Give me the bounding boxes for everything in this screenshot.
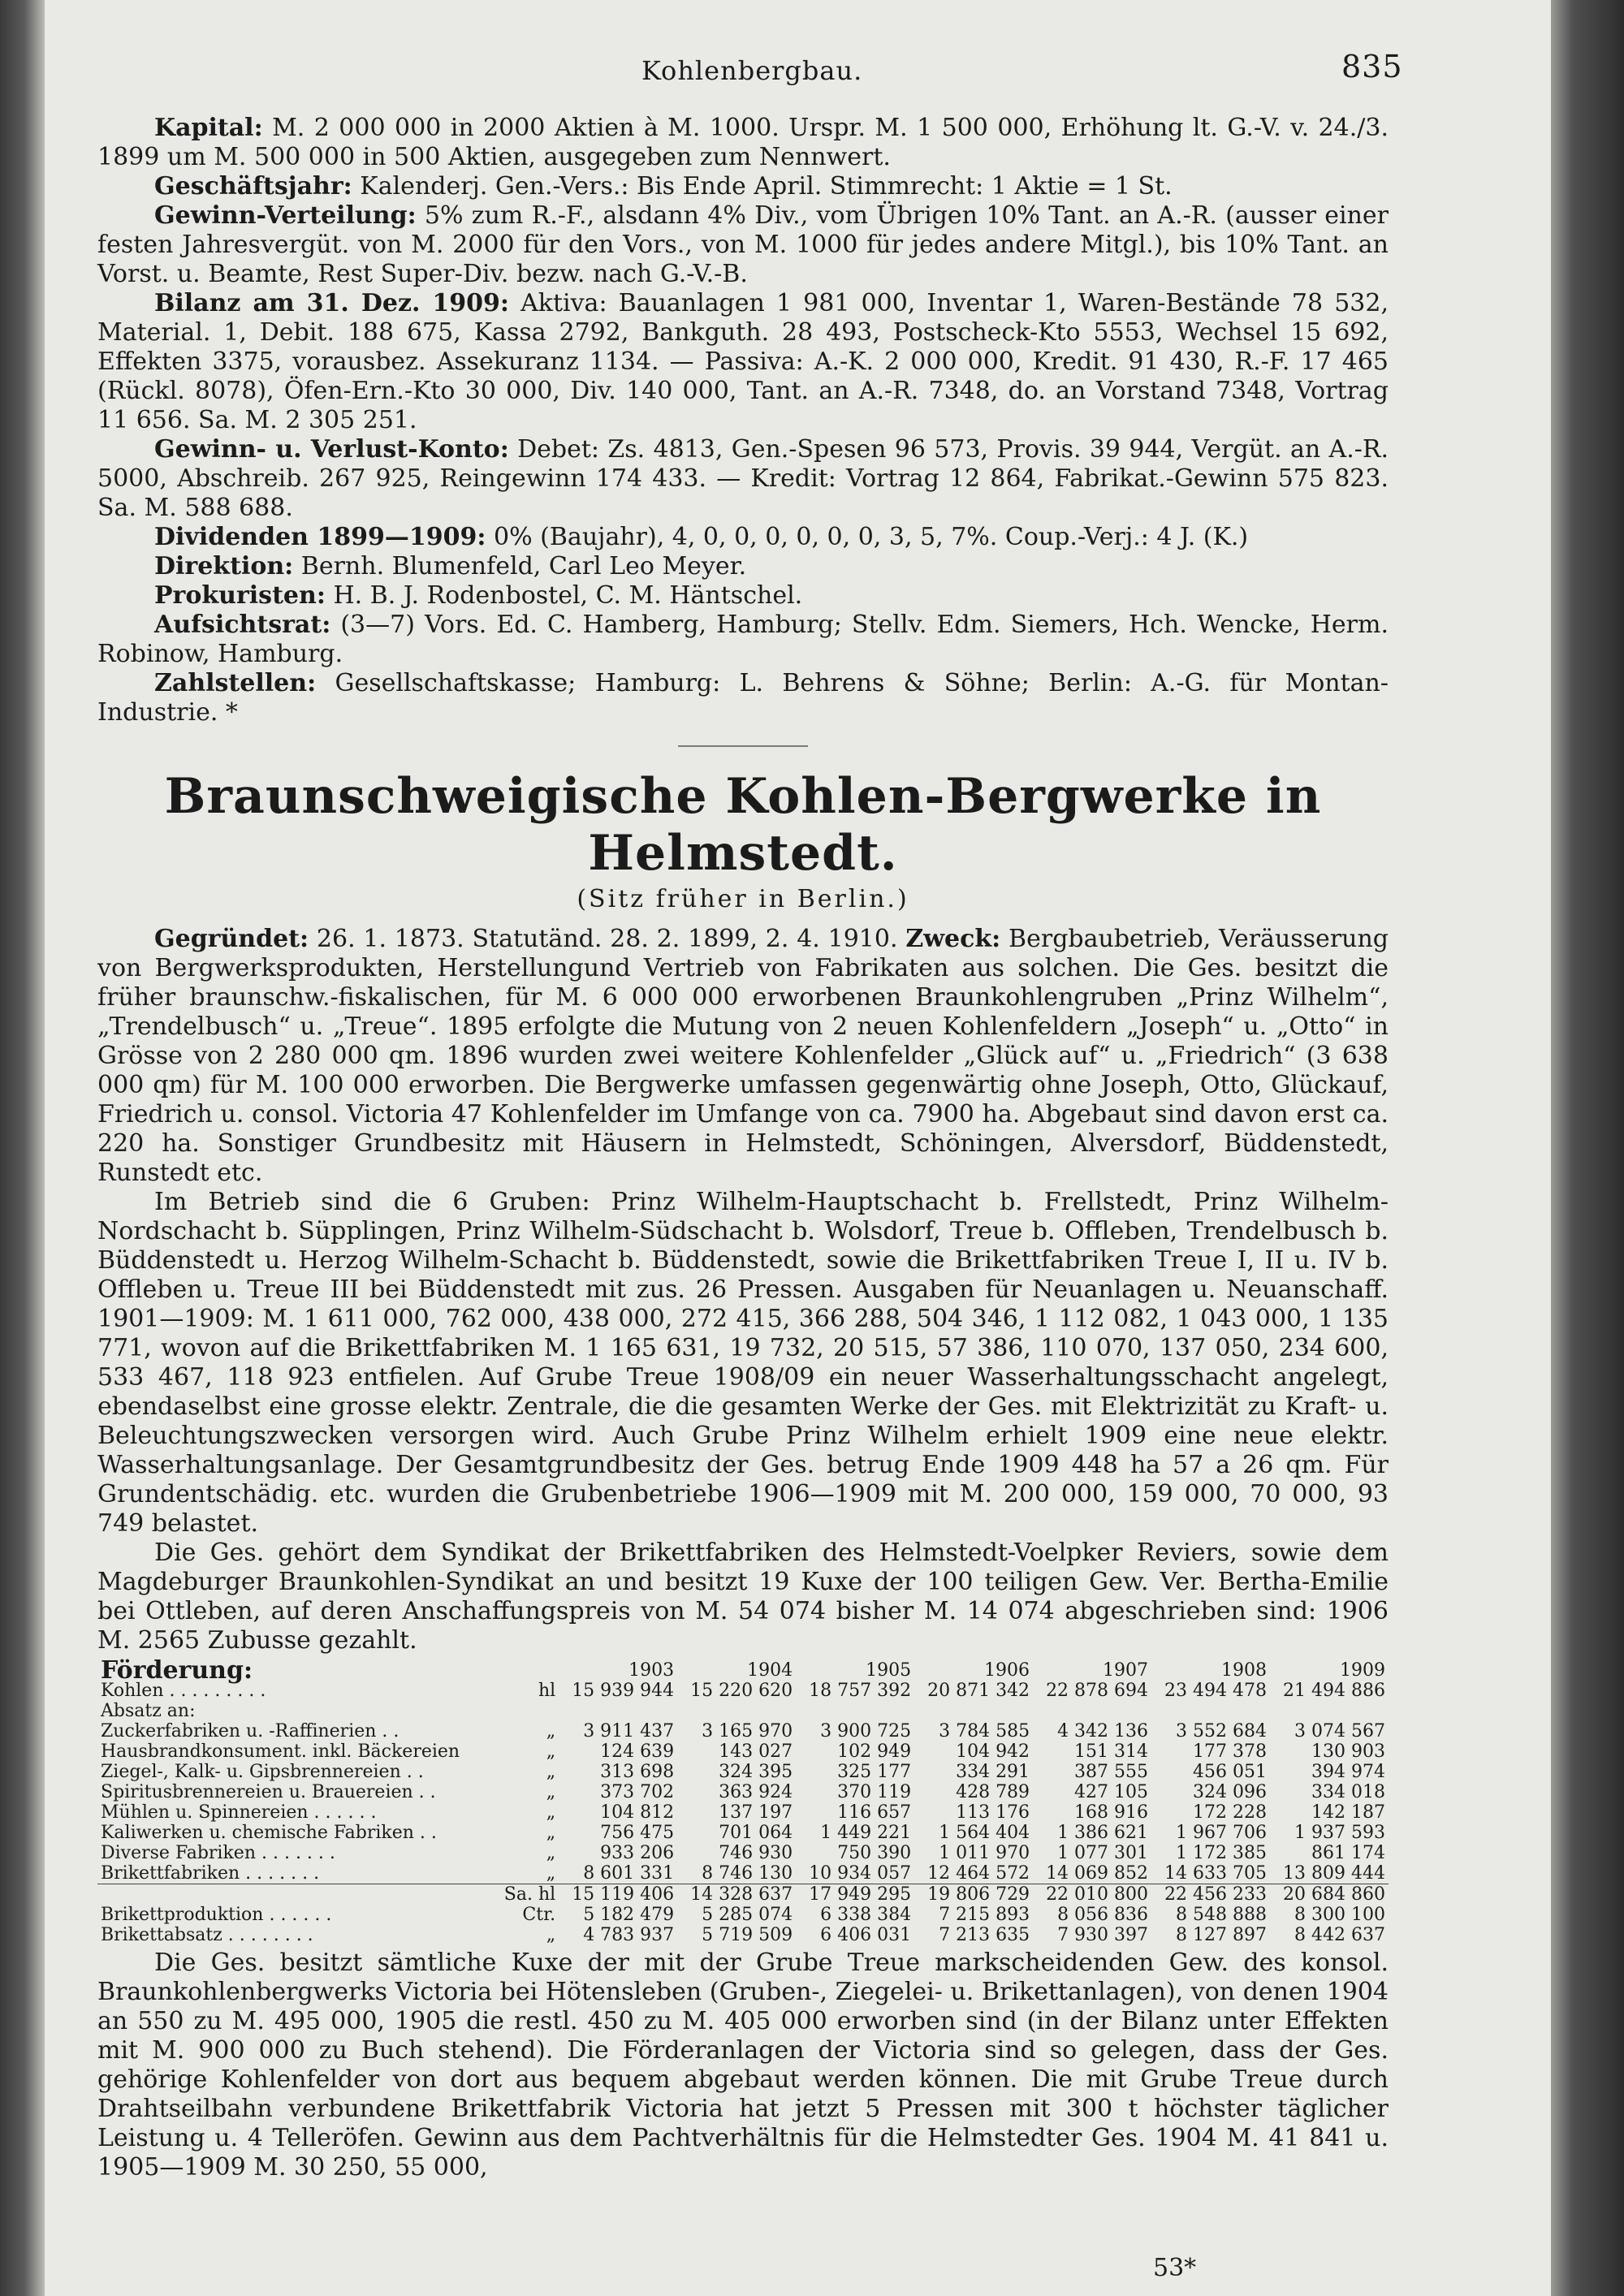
year-header: 1903 bbox=[628, 1660, 675, 1681]
table-cell: 3 900 725 bbox=[820, 1721, 912, 1741]
entry-paragraph bbox=[97, 435, 1389, 523]
table-cell: 3 552 684 bbox=[1176, 1721, 1267, 1741]
table-cell: 8 601 331 bbox=[583, 1863, 675, 1884]
table-cell: 142 187 bbox=[1311, 1802, 1385, 1823]
row-label: Zuckerfabriken u. -Raffinerien . . bbox=[101, 1721, 400, 1741]
table-cell: 22 010 800 bbox=[1033, 1884, 1151, 1905]
entry-label: Gewinn- u. Verlust-Konto: bbox=[154, 435, 509, 464]
table-row bbox=[97, 1701, 1389, 1721]
entry-paragraph bbox=[97, 611, 1389, 669]
row-unit: „ bbox=[546, 1782, 556, 1802]
row-unit: „ bbox=[546, 1863, 556, 1884]
entry-text: H. B. J. Rodenbostel, C. M. Häntschel. bbox=[325, 581, 803, 610]
table-cell: 113 176 bbox=[956, 1802, 1030, 1823]
row-label: Ziegel-, Kalk- u. Gipsbrennereien . . bbox=[101, 1762, 424, 1782]
production-table-header bbox=[97, 1660, 1389, 1681]
table-cell bbox=[796, 1701, 914, 1721]
table-cell: 8 300 100 bbox=[1294, 1905, 1385, 1925]
table-row bbox=[97, 1741, 1389, 1762]
table-cell: 102 949 bbox=[837, 1741, 912, 1762]
table-cell: 1 564 404 bbox=[939, 1823, 1030, 1843]
entry-paragraph bbox=[97, 201, 1389, 289]
table-cell bbox=[677, 1701, 796, 1721]
entry-text: 0% (Baujahr), 4, 0, 0, 0, 0, 0, 0, 3, 5, 7%. Coup.-Verj.: 4 J. (K.) bbox=[486, 523, 1249, 551]
table-cell: 1 937 593 bbox=[1294, 1823, 1385, 1843]
table-cell: 313 698 bbox=[600, 1762, 675, 1782]
table-cell: 427 105 bbox=[1074, 1782, 1149, 1802]
table-cell: 5 285 074 bbox=[702, 1905, 793, 1925]
table-cell: 18 757 392 bbox=[809, 1681, 912, 1701]
table-cell: 14 633 705 bbox=[1164, 1863, 1267, 1884]
table-cell: 861 174 bbox=[1311, 1843, 1385, 1863]
table-row bbox=[97, 1802, 1389, 1823]
table-cell: 746 930 bbox=[719, 1843, 793, 1863]
table-cell: 334 018 bbox=[1311, 1782, 1385, 1802]
table-cell: 137 197 bbox=[719, 1802, 793, 1823]
row-unit: „ bbox=[546, 1823, 556, 1843]
entry-text: Kalenderj. Gen.-Vers.: Bis Ende April. Stimmrecht: 1 Aktie = 1 St. bbox=[352, 172, 1173, 201]
row-label: Absatz an: bbox=[101, 1701, 196, 1721]
table-cell: 750 390 bbox=[837, 1843, 912, 1863]
entry-paragraph bbox=[97, 552, 1389, 581]
table-cell: 20 684 860 bbox=[1270, 1884, 1389, 1905]
table-cell: 15 220 620 bbox=[690, 1681, 793, 1701]
table-cell: 8 056 836 bbox=[1057, 1905, 1149, 1925]
table-row bbox=[97, 1782, 1389, 1802]
table-cell: 7 215 893 bbox=[939, 1905, 1030, 1925]
table-row bbox=[97, 1925, 1389, 1945]
syndicate-paragraph: Die Ges. gehört dem Syndikat der Brikettfabriken des Helmstedt-Voelpker Reviers, sowie dem Magdeburger Braunkohlen-Syndikat an und besitzt 19 Kuxe der 100 teiligen Gew. Ver. Bertha-Emilie bei Ottleben, auf deren Anschaffungspreis von M. 54 074 bisher M. 14 074 abgeschrieben sind: 1906 M. 2565 Zubusse gezahlt. bbox=[97, 1539, 1389, 1655]
table-cell: 22 878 694 bbox=[1046, 1681, 1149, 1701]
table-cell: 324 096 bbox=[1193, 1782, 1267, 1802]
row-label: Kaliwerken u. chemische Fabriken . . bbox=[101, 1823, 437, 1843]
victoria-paragraph: Die Ges. besitzt sämtliche Kuxe der mit der Grube Treue markscheidenden Gew. des konsol. Braunkohlenbergwerks Victoria bei Hötensleben (Gruben-, Ziegelei- u. Brikettanlagen), von denen 1904 an 550 zu M. 495 000, 1905 die restl. 450 zu M. 405 000 erworben sind (in der Bilanz unter Effekten mit M. 900 000 zu Buch stehend). Die Förderanlagen der Victoria sind so gelegen, dass der Ges. gehörige Kohlenfelder von dort aus bequem abgebaut werden können. Die mit Grube Treue durch Drahtseilbahn verbundene Brikettfabrik Victoria hat jetzt 5 Pressen mit 300 t höchster täglicher Leistung u. 4 Telleröfen. Gewinn aus dem Pachtverhältnis für die Helmstedter Ges. 1904 M. 41 841 u. 1905—1909 M. 30 250, 55 000, bbox=[97, 1949, 1389, 2182]
table-cell: 8 548 888 bbox=[1176, 1905, 1267, 1925]
signature-mark: 53* bbox=[1153, 2254, 1197, 2282]
table-cell: 168 916 bbox=[1074, 1802, 1149, 1823]
table-cell: 7 213 635 bbox=[939, 1925, 1030, 1945]
table-cell: 13 809 444 bbox=[1283, 1863, 1385, 1884]
production-table bbox=[97, 1656, 1389, 1945]
table-row bbox=[97, 1721, 1389, 1741]
table-row bbox=[97, 1905, 1389, 1925]
table-cell: 7 930 397 bbox=[1057, 1925, 1149, 1945]
row-unit: „ bbox=[546, 1843, 556, 1863]
zweck-label: Zweck: bbox=[905, 925, 1001, 953]
table-cell: 3 165 970 bbox=[702, 1721, 793, 1741]
table-cell: 1 172 385 bbox=[1176, 1843, 1267, 1863]
page-binding bbox=[0, 0, 45, 2296]
table-cell: 3 911 437 bbox=[583, 1721, 675, 1741]
zweck-text: Bergbaubetrieb, Veräusserung von Bergwerksprodukten, Herstellungund Vertrieb von Fabrikaten aus solchen. Die Ges. besitzt die früher braunschw.-fiskalischen, für M. 6 000 000 erworbenen Braunkohlengruben „Prinz Wilhelm“, „Trendelbusch“ u. „Treue“. 1895 erfolgte die Mutung von 2 neuen Kohlenfeldern „Joseph“ u. „Otto“ in Grösse von 2 280 000 qm. 1896 wurden zwei weitere Kohlenfelder „Glück auf“ u. „Friedrich“ (3 638 000 qm) für M. 100 000 erworben. Die Bergwerke umfassen gegenwärtig ohne Joseph, Otto, Glückauf, Friedrich u. consol. Victoria 47 Kohlenfelder im Umfange von ca. 7900 ha. Abgebaut sind davon erst ca. 220 ha. Sonstiger Grundbesitz mit Häusern in Helmstedt, Schöningen, Alversdorf, Büddenstedt, Runstedt etc. bbox=[97, 925, 1389, 1187]
table-cell: 23 494 478 bbox=[1164, 1681, 1267, 1701]
table-cell: 4 342 136 bbox=[1057, 1721, 1149, 1741]
founded-text: 26. 1. 1873. Statutänd. 28. 2. 1899, 2. 4. 1910. bbox=[309, 925, 906, 953]
founded-label: Gegründet: bbox=[154, 925, 309, 953]
table-cell: 3 074 567 bbox=[1294, 1721, 1385, 1741]
year-header: 1909 bbox=[1340, 1660, 1385, 1681]
table-cell: 151 314 bbox=[1074, 1741, 1149, 1762]
entry-label: Gewinn-Verteilung: bbox=[154, 201, 417, 230]
table-row bbox=[97, 1863, 1389, 1884]
table-cell: 20 871 342 bbox=[927, 1681, 1030, 1701]
table-cell: 177 378 bbox=[1193, 1741, 1267, 1762]
table-row bbox=[97, 1823, 1389, 1843]
row-unit: „ bbox=[546, 1802, 556, 1823]
table-cell bbox=[914, 1701, 1033, 1721]
entry-label: Aufsichtsrat: bbox=[154, 611, 331, 639]
operations-paragraph: Im Betrieb sind die 6 Gruben: Prinz Wilhelm-Hauptschacht b. Frellstedt, Prinz Wilhelm-Nordschacht b. Süpplingen, Prinz Wilhelm-Südschacht b. Wolsdorf, Treue b. Offleben, Trendelbusch b. Büddenstedt u. Herzog Wilhelm-Schacht b. Büddenstedt, sowie die Brikettfabriken Treue I, II u. IV b. Offleben u. Treue III bei Büddenstedt mit zus. 26 Pressen. Ausgaben für Neuanlagen u. Neuanschaff. 1901—1909: M. 1 611 000, 762 000, 438 000, 272 415, 366 288, 504 346, 1 112 082, 1 043 000, 1 135 771, wovon auf die Brikettfabriken M. 1 165 631, 19 732, 20 515, 57 386, 110 070, 137 050, 234 600, 533 467, 118 923 entfielen. Auf Grube Treue 1908/09 ein neuer Wasserhaltungsschacht angelegt, ebendaselbst eine grosse elektr. Zentrale, die die gesamten Werke der Ges. mit Elektrizität zu Kraft- u. Beleuchtungszwecken versorgen wird. Auch Grube Prinz Wilhelm erhielt 1909 eine neue elektr. Wasserhaltungsanlage. Der Gesamtgrundbesitz der Ges. betrug Ende 1909 448 ha 57 a 26 qm. Für Grundentschädig. etc. wurden die Grubenbetriebe 1906—1909 mit M. 200 000, 159 000, 70 000, 93 749 belastet. bbox=[97, 1188, 1389, 1538]
table-cell bbox=[1151, 1701, 1270, 1721]
year-header: 1907 bbox=[1103, 1660, 1149, 1681]
table-cell: 5 182 479 bbox=[583, 1905, 675, 1925]
table-cell: 324 395 bbox=[719, 1762, 793, 1782]
table-cell: 17 949 295 bbox=[796, 1884, 914, 1905]
table-cell: 701 064 bbox=[719, 1823, 793, 1843]
row-label: Brikettabsatz . . . . . . . . bbox=[101, 1925, 313, 1945]
table-cell: 5 719 509 bbox=[702, 1925, 793, 1945]
entry-paragraph bbox=[97, 114, 1389, 172]
table-cell: 21 494 886 bbox=[1283, 1681, 1385, 1701]
row-unit: „ bbox=[546, 1741, 556, 1762]
table-cell: 370 119 bbox=[837, 1782, 912, 1802]
entry-label: Bilanz am 31. Dez. 1909: bbox=[154, 289, 510, 317]
page-edge bbox=[1551, 0, 1624, 2296]
company-title: Braunschweigische Kohlen-Bergwerke in Helmstedt. bbox=[164, 768, 1322, 882]
table-cell: 104 942 bbox=[956, 1741, 1030, 1762]
year-header: 1908 bbox=[1221, 1660, 1267, 1681]
table-cell: 8 127 897 bbox=[1176, 1925, 1267, 1945]
table-cell: 456 051 bbox=[1193, 1762, 1267, 1782]
entry-text: Aktiva: Bauanlagen 1 981 000, Inventar 1, Waren-Bestände 78 532, Material. 1, Debit. 188 675, Kassa 2792, Bankguth. 28 493, Postscheck-Kto 5553, Wechsel 15 692, Effekten 3375, vorausbez. Assekuranz 1134. — Passiva: A.-K. 2 000 000, Kredit. 91 430, R.-F. 17 465 (Rückl. 8078), Öfen-Ern.-Kto 30 000, Div. 140 000, Tant. an A.-R. 7348, do. an Vorstand 7348, Vortrag 11 656. Sa. M. 2 305 251. bbox=[97, 289, 1389, 434]
table-cell: 1 449 221 bbox=[820, 1823, 912, 1843]
table-cell: 363 924 bbox=[719, 1782, 793, 1802]
unit-column-header bbox=[495, 1660, 559, 1681]
table-cell bbox=[559, 1701, 677, 1721]
table-cell: 334 291 bbox=[956, 1762, 1030, 1782]
entry-paragraph bbox=[97, 669, 1389, 727]
entry-label: Zahlstellen: bbox=[154, 669, 317, 697]
row-unit: Sa. hl bbox=[495, 1884, 559, 1905]
entry-text: Bernh. Blumenfeld, Carl Leo Meyer. bbox=[293, 552, 747, 580]
table-cell: 14 328 637 bbox=[677, 1884, 796, 1905]
table-cell: 124 639 bbox=[600, 1741, 675, 1762]
entry-paragraph bbox=[97, 172, 1389, 201]
year-header: 1904 bbox=[747, 1660, 793, 1681]
table-cell: 14 069 852 bbox=[1046, 1863, 1149, 1884]
row-unit: „ bbox=[546, 1762, 556, 1782]
table-cell: 15 939 944 bbox=[572, 1681, 675, 1701]
table-cell: 104 812 bbox=[600, 1802, 675, 1823]
entry-label: Prokuristen: bbox=[154, 581, 326, 610]
table-cell: 1 011 970 bbox=[939, 1843, 1030, 1863]
founded-paragraph bbox=[97, 925, 1389, 1188]
table-cell: 8 746 130 bbox=[702, 1863, 793, 1884]
row-label: Brikettfabriken . . . . . . . bbox=[101, 1863, 320, 1884]
section-divider bbox=[678, 745, 808, 747]
table-cell: 756 475 bbox=[600, 1823, 675, 1843]
table-cell: 15 119 406 bbox=[559, 1884, 677, 1905]
entry-label: Dividenden 1899—1909: bbox=[154, 523, 486, 551]
row-label: Brikettproduktion . . . . . . bbox=[101, 1905, 332, 1925]
table-row bbox=[97, 1681, 1389, 1701]
company-subtitle: (Sitz früher in Berlin.) bbox=[577, 885, 909, 913]
row-label bbox=[97, 1884, 495, 1905]
table-cell: 428 789 bbox=[956, 1782, 1030, 1802]
table-cell: 1 967 706 bbox=[1176, 1823, 1267, 1843]
row-unit: „ bbox=[546, 1925, 556, 1945]
entry-text: 5% zum R.-F., alsdann 4% Div., vom Übrigen 10% Tant. an A.-R. (ausser einer festen Jahresvergüt. von M. 2000 für den Vors., von M. 1000 für jedes andere Mitgl.), bis 10% Tant. an Vorst. u. Beamte, Rest Super-Div. bezw. nach G.-V.-B. bbox=[97, 201, 1389, 288]
entry-paragraph bbox=[97, 289, 1389, 435]
table-cell: 394 974 bbox=[1311, 1762, 1385, 1782]
table-row bbox=[97, 1843, 1389, 1863]
production-table-heading: Förderung: bbox=[101, 1656, 253, 1685]
entry-text: M. 2 000 000 in 2000 Aktien à M. 1000. Urspr. M. 1 500 000, Erhöhung lt. G.-V. v. 24./3. 1899 um M. 500 000 in 500 Aktien, ausgegeben zum Nennwert. bbox=[97, 114, 1389, 171]
previous-company-section bbox=[97, 114, 1389, 727]
year-header: 1905 bbox=[866, 1660, 912, 1681]
table-cell: 12 464 572 bbox=[927, 1863, 1030, 1884]
entry-text: (3—7) Vors. Ed. C. Hamberg, Hamburg; Stellv. Edm. Siemers, Hch. Wencke, Herm. Robinow, Hamburg. bbox=[97, 611, 1389, 668]
table-cell: 116 657 bbox=[837, 1802, 912, 1823]
table-cell bbox=[1270, 1701, 1389, 1721]
table-cell: 3 784 585 bbox=[939, 1721, 1030, 1741]
table-cell: 143 027 bbox=[719, 1741, 793, 1762]
table-cell: 19 806 729 bbox=[914, 1884, 1033, 1905]
table-cell: 933 206 bbox=[600, 1843, 675, 1863]
entry-paragraph bbox=[97, 581, 1389, 611]
row-label: Diverse Fabriken . . . . . . . bbox=[101, 1843, 335, 1863]
table-cell: 10 934 057 bbox=[809, 1863, 912, 1884]
table-cell: 1 077 301 bbox=[1057, 1843, 1149, 1863]
entry-label: Kapital: bbox=[154, 114, 263, 142]
entry-paragraph bbox=[97, 523, 1389, 552]
table-cell: 325 177 bbox=[837, 1762, 912, 1782]
table-cell: 172 228 bbox=[1193, 1802, 1267, 1823]
row-unit: Ctr. bbox=[522, 1905, 556, 1925]
table-row bbox=[97, 1884, 1389, 1905]
table-cell: 373 702 bbox=[600, 1782, 675, 1802]
table-cell: 6 338 384 bbox=[820, 1905, 912, 1925]
table-cell: 130 903 bbox=[1311, 1741, 1385, 1762]
production-table-body bbox=[97, 1681, 1389, 1945]
row-unit: „ bbox=[546, 1721, 556, 1741]
year-header: 1906 bbox=[984, 1660, 1030, 1681]
entry-text: Gesellschaftskasse; Hamburg: L. Behrens & Söhne; Berlin: A.-G. für Montan-Industrie. * bbox=[97, 669, 1389, 727]
page-number: 835 bbox=[1341, 49, 1403, 84]
row-label: Kohlen . . . . . . . . . bbox=[101, 1681, 266, 1701]
table-cell: 4 783 937 bbox=[583, 1925, 675, 1945]
entry-text: Debet: Zs. 4813, Gen.-Spesen 96 573, Provis. 39 944, Vergüt. an A.-R. 5000, Abschreib. 267 925, Reingewinn 174 433. — Kredit: Vortrag 12 864, Fabrikat.-Gewinn 575 823. Sa. M. 588 688. bbox=[97, 435, 1389, 522]
row-label: Spiritusbrennereien u. Brauereien . . bbox=[101, 1782, 436, 1802]
row-unit: hl bbox=[538, 1681, 556, 1701]
table-cell: 387 555 bbox=[1074, 1762, 1149, 1782]
row-label: Mühlen u. Spinnereien . . . . . . bbox=[101, 1802, 377, 1823]
table-cell: 6 406 031 bbox=[820, 1925, 912, 1945]
table-cell bbox=[1033, 1701, 1151, 1721]
entry-label: Geschäftsjahr: bbox=[154, 172, 352, 201]
table-row bbox=[97, 1762, 1389, 1782]
table-cell: 1 386 621 bbox=[1057, 1823, 1149, 1843]
entry-label: Direktion: bbox=[154, 552, 294, 580]
row-unit bbox=[495, 1701, 559, 1721]
row-label: Hausbrandkonsument. inkl. Bäckereien bbox=[101, 1741, 460, 1762]
table-cell: 8 442 637 bbox=[1294, 1925, 1385, 1945]
running-title: Kohlenbergbau. bbox=[641, 55, 863, 86]
table-cell: 22 456 233 bbox=[1151, 1884, 1270, 1905]
page-content bbox=[97, 114, 1389, 2182]
